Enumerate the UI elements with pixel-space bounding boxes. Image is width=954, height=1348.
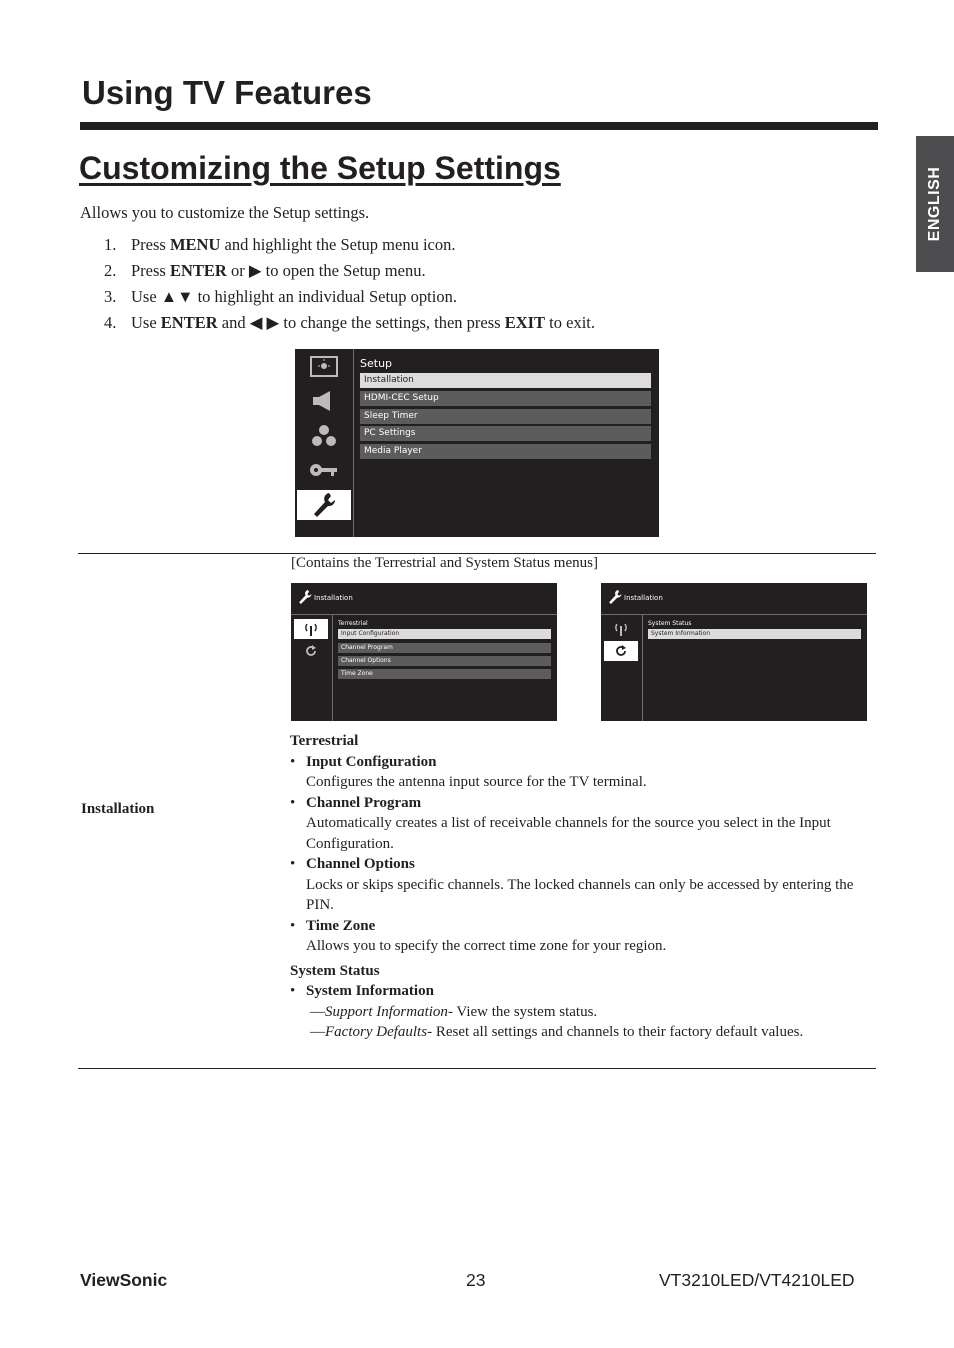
intro-text: Allows you to customize the Setup settings.: [80, 203, 370, 222]
table-row-label: Installation: [81, 801, 155, 817]
screen-title-bar: [601, 583, 867, 615]
setup-menu-item[interactable]: Media Player: [360, 444, 651, 459]
installation-system-status-screenshot: [601, 583, 867, 721]
table-top-rule: [78, 553, 876, 554]
entry-text: Allows you to specify the correct time zone for your region.: [306, 938, 667, 954]
entry-title: • Channel Options: [290, 854, 875, 875]
table-note: [Contains the Terrestrial and System Status menus]: [291, 555, 598, 571]
screen-menu-item[interactable]: System Information: [648, 629, 861, 639]
table-bottom-rule: [78, 1068, 876, 1069]
terrestrial-heading: Terrestrial: [290, 733, 359, 749]
language-tab: [916, 136, 954, 272]
step-item: 1. Press MENU and highlight the Setup menu icon.: [104, 235, 456, 254]
wrench-icon: [298, 589, 312, 605]
speaker-icon: [295, 386, 353, 416]
entry-title: • System Information: [290, 981, 875, 1002]
screen-menu-item[interactable]: Channel Options: [338, 656, 551, 666]
setup-menu-item[interactable]: PC Settings: [360, 426, 651, 441]
setup-menu-item[interactable]: HDMI-CEC Setup: [360, 391, 651, 406]
key-icon: [295, 455, 353, 485]
screen-icon-sidebar: [601, 615, 643, 721]
screen-title: Installation: [314, 594, 353, 602]
entry-title: • Channel Program: [290, 793, 875, 814]
step-item: 3. Use ▲▼ to highlight an individual Setup option.: [104, 287, 457, 306]
entry-text: Locks or skips specific channels. The locked channels can only be accessed by entering the PIN.: [306, 876, 854, 913]
system-status-heading: System Status: [290, 962, 380, 979]
footer-model: VT3210LED/VT4210LED: [659, 1270, 855, 1290]
setup-icon-sidebar: [295, 349, 354, 537]
footer-page-number: 23: [466, 1270, 486, 1290]
entry-title: • Time Zone: [290, 916, 875, 937]
screen-subtitle: System Status: [648, 620, 692, 627]
antenna-icon: [604, 619, 638, 639]
screen-icon-sidebar: [291, 615, 333, 721]
refresh-icon: [294, 642, 328, 660]
screen-menu-item[interactable]: Channel Program: [338, 643, 551, 653]
setup-menu-screenshot: [295, 349, 659, 537]
antenna-icon: [294, 619, 328, 639]
step-item: 2. Press ENTER or ▶ to open the Setup menu.: [104, 261, 426, 280]
screen-menu-item[interactable]: Time Zone: [338, 669, 551, 679]
sub-entry: —Factory Defaults- Reset all settings and channels to their factory default values.: [310, 1024, 804, 1040]
installation-description: [290, 731, 875, 1043]
title-rule: [80, 122, 878, 130]
entry-text: Configures the antenna input source for the TV terminal.: [306, 774, 647, 790]
setup-menu-title: Setup: [360, 357, 393, 370]
page-heading: Customizing the Setup Settings: [79, 150, 561, 186]
refresh-icon: [604, 641, 638, 661]
screen-title-bar: [291, 583, 557, 615]
channel-icon: [295, 421, 353, 451]
entry-text: Automatically creates a list of receivable channels for the source you select in the Input Configuration.: [306, 815, 831, 852]
section-title: Using TV Features: [82, 74, 372, 111]
wrench-icon: [297, 490, 351, 520]
wrench-icon: [608, 589, 622, 605]
language-tab-label: ENGLISH: [926, 166, 943, 242]
steps-list: [104, 235, 595, 339]
setup-menu-item[interactable]: Installation: [360, 373, 651, 388]
entry-title: • Input Configuration: [290, 752, 875, 773]
picture-icon: [295, 352, 353, 382]
screen-title: Installation: [624, 594, 663, 602]
setup-menu-item[interactable]: Sleep Timer: [360, 409, 651, 424]
footer-brand: ViewSonic: [80, 1270, 168, 1290]
screen-subtitle: Terrestrial: [338, 620, 368, 627]
sub-entry: —Support Information- View the system status.: [310, 1003, 598, 1020]
installation-terrestrial-screenshot: [291, 583, 557, 721]
step-item: 4. Use ENTER and ◀ ▶ to change the settings, then press EXIT to exit.: [104, 313, 595, 332]
screen-menu-item[interactable]: Input Configuration: [338, 629, 551, 639]
